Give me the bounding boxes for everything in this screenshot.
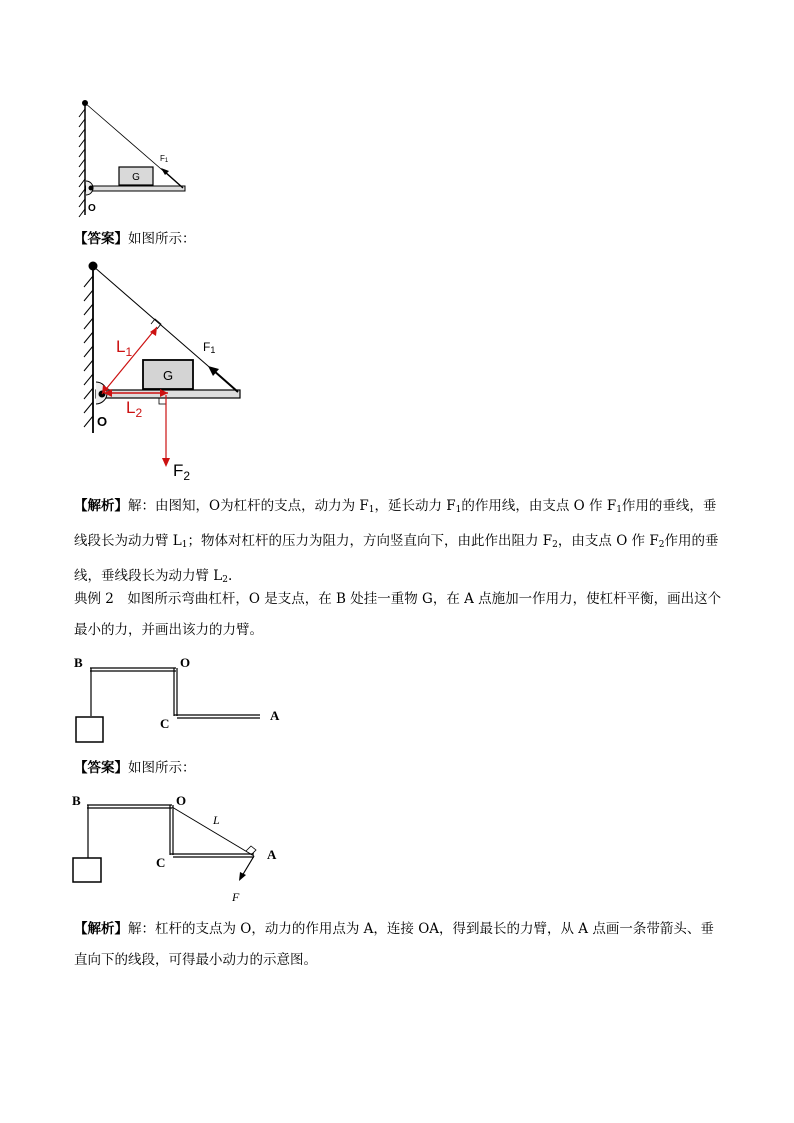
point-o-label: O: [176, 793, 187, 808]
wall-hatching: [84, 276, 93, 427]
analysis-1-bracket: 【解析】: [74, 498, 128, 514]
weight-g: [76, 717, 103, 742]
arm-l2-label: $L_2$: [126, 398, 143, 420]
force-f1-label: F1: [160, 154, 169, 164]
analysis-1: 【解析】解：由图知，O为杠杆的支点，动力为 $F_1$，延长动力 $F_1$的作用线，由支点 O 作 $F_1$作用的垂线，垂线段长为动力臂 $L_1$；物体对杠杆的压力为阻力，方向竖直向下，由此作出阻力 $F_2$，由支点 O 作 $F_2$作用的垂线，垂线段长为动力臂 $L_2$.: [74, 498, 719, 585]
force-f-label: F: [232, 890, 240, 904]
answer-1-text: 如图所示：: [128, 231, 196, 247]
point-o-label: O: [180, 655, 191, 670]
lever-figure-answer: [70, 258, 260, 488]
lever-bar: [86, 186, 185, 191]
answer-1: [74, 229, 196, 249]
point-b-label: B: [72, 793, 81, 808]
analysis-2-bracket: 【解析】: [74, 921, 128, 937]
example-2-question: 典例 2 如图所示弯曲杠杆，O 是支点，在 B 处挂一重物 G，在 A 点施加一作用力，使杠杆平衡，画出这个最小的力，并画出该力的力臂。: [74, 591, 722, 638]
arm-l1-label: $L_1$: [116, 337, 133, 359]
answer-2-bracket: 【答案】: [74, 760, 128, 776]
point-a-label: A: [267, 847, 277, 862]
block-g-label: G: [132, 172, 140, 183]
force-f1-arrow: [213, 370, 238, 392]
force-f1-arrow: [164, 171, 183, 188]
force-f1-label: F1: [203, 340, 216, 355]
answer-2: [74, 758, 196, 778]
point-b-label: B: [74, 655, 83, 670]
arm-l-label: L: [213, 813, 220, 827]
analysis-2-text: 解：杠杆的支点为 O，动力的作用点为 A，连接 OA，得到最长的力臂，从 A 点画一条带箭头、垂直向下的线段，可得最小动力的示意图。: [74, 921, 714, 968]
point-a-label: A: [270, 708, 280, 723]
answer-2-text: 如图所示：: [128, 760, 196, 776]
lever-bar: [96, 390, 240, 398]
point-c-label: C: [160, 716, 170, 731]
bent-lever-figure-problem: [70, 650, 290, 745]
pivot-o-label: O: [88, 203, 96, 214]
pivot-o-label: O: [97, 414, 108, 429]
lever-figure-problem: [66, 95, 196, 220]
block-g-label: G: [162, 368, 174, 383]
force-f-arrow: [242, 856, 254, 876]
wall-hatching: [79, 109, 85, 217]
weight-g: [73, 858, 101, 882]
force-f2-label: $F_2$: [173, 461, 191, 483]
right-angle-mark-l2: [159, 398, 166, 404]
analysis-2: [74, 914, 724, 976]
pivot-point: [89, 186, 94, 191]
point-c-label: C: [156, 855, 166, 870]
answer-1-bracket: 【答案】: [74, 231, 128, 247]
bent-lever-figure-answer: [68, 788, 288, 908]
